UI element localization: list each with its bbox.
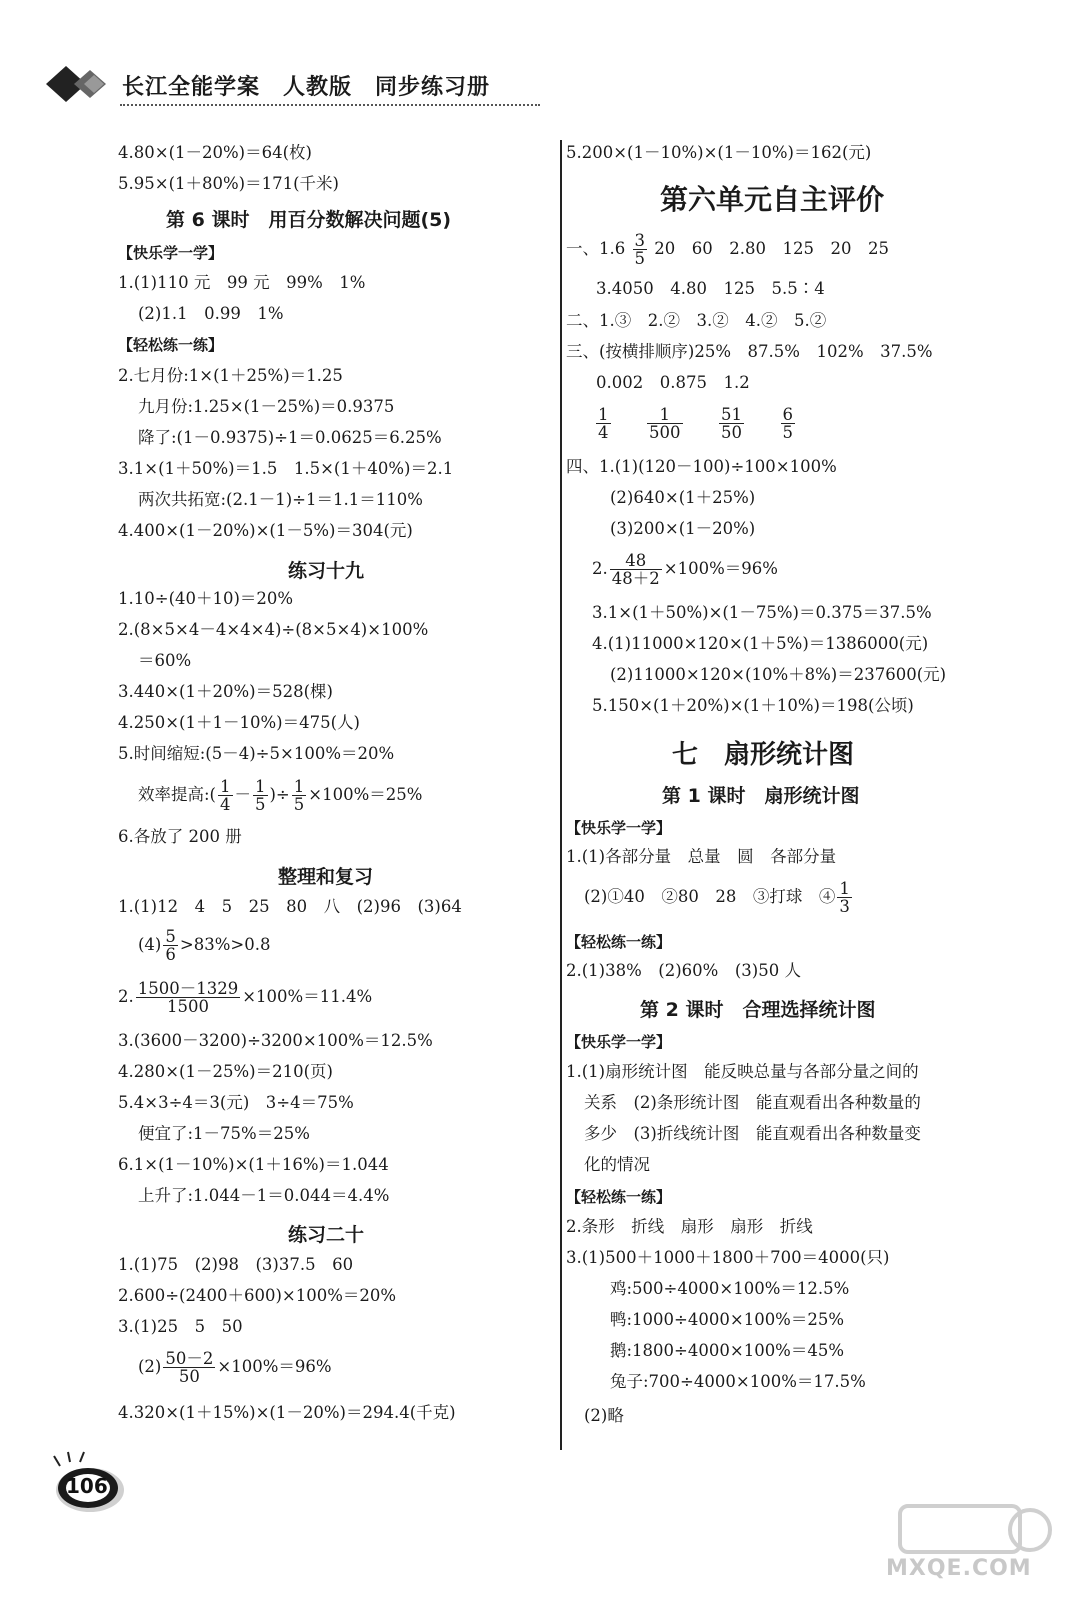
fraction bbox=[163, 1350, 215, 1385]
fraction bbox=[647, 406, 683, 441]
answer-line: 三、(按横排顺序)25% 87.5% 102% 37.5% bbox=[566, 342, 933, 361]
answer-line: 4.250×(1＋1－10%)＝475(人) bbox=[118, 713, 360, 732]
denominator: 48＋2 bbox=[611, 569, 660, 588]
answer-line: (3)200×(1－20%) bbox=[610, 519, 756, 538]
answer-line: 1.(1)75 (2)98 (3)37.5 60 bbox=[118, 1255, 354, 1274]
answer-line: 2.(1)38% (2)60% (3)50 人 bbox=[566, 961, 801, 980]
numerator: 51 bbox=[721, 405, 742, 424]
section-tag: 【快乐学一学】 bbox=[566, 819, 672, 837]
denominator: 50 bbox=[178, 1367, 200, 1386]
numerator: 1 bbox=[647, 406, 683, 424]
page-number: 106 bbox=[66, 1474, 108, 1498]
answer-line: 6.各放了 200 册 bbox=[118, 827, 242, 846]
text: )÷ bbox=[269, 785, 290, 804]
text: 效率提高:( bbox=[138, 785, 216, 804]
denominator: 5 bbox=[255, 795, 266, 814]
answer-line: 化的情况 bbox=[584, 1155, 650, 1174]
numerator: 6 bbox=[782, 405, 793, 424]
answer-line-fraction bbox=[584, 880, 854, 915]
numerator: 3 bbox=[634, 231, 645, 250]
denominator: 6 bbox=[165, 945, 176, 964]
numerator: 1 bbox=[293, 777, 305, 796]
text: 2. bbox=[118, 987, 134, 1006]
answer-line: 2.600÷(2400＋600)×100%＝20% bbox=[118, 1286, 397, 1305]
answer-line-fractions bbox=[594, 406, 797, 441]
answer-line: (2)640×(1＋25%) bbox=[610, 488, 756, 507]
answer-line: (2)略 bbox=[584, 1406, 624, 1425]
section-tag: 【快乐学一学】 bbox=[118, 244, 224, 262]
answer-line: ＝60% bbox=[138, 651, 192, 670]
text: >83%>0.8 bbox=[179, 935, 271, 954]
denominator: 5 bbox=[293, 795, 305, 814]
lesson-heading: 第 1 课时 扇形统计图 bbox=[662, 785, 860, 807]
answer-line: 1.(1)扇形统计图 能反映总量与各部分量之间的 bbox=[566, 1062, 919, 1081]
fraction bbox=[633, 232, 648, 267]
answer-line: 3.1×(1＋50%)×(1－75%)＝0.375＝37.5% bbox=[592, 603, 932, 622]
answer-line: 5.150×(1＋20%)×(1＋10%)＝198(公顷) bbox=[592, 696, 914, 715]
answer-line: 3.(1)500＋1000＋1800＋700＝4000(只) bbox=[566, 1248, 890, 1267]
answer-line: 上升了:1.044－1＝0.044＝4.4% bbox=[138, 1186, 390, 1205]
answer-line: 5.200×(1－10%)×(1－10%)＝162(元) bbox=[566, 143, 872, 162]
answer-line: (2)1.1 0.99 1% bbox=[138, 304, 284, 323]
section-heading: 练习二十 bbox=[288, 1224, 365, 1246]
fraction bbox=[596, 406, 611, 441]
fraction bbox=[610, 552, 662, 587]
answer-line: 鸭:1000÷4000×100%＝25% bbox=[610, 1310, 845, 1329]
numerator: 1 bbox=[839, 879, 850, 898]
answer-line: 鸡:500÷4000×100%＝12.5% bbox=[610, 1279, 850, 1298]
answer-line: 4.280×(1－25%)＝210(页) bbox=[118, 1062, 333, 1081]
answer-line: 关系 (2)条形统计图 能直观看出各种数量的 bbox=[584, 1093, 921, 1112]
answer-line: 5.95×(1＋80%)＝171(千米) bbox=[118, 174, 339, 193]
denominator: 5 bbox=[782, 423, 793, 442]
unit-heading: 第六单元自主评价 bbox=[660, 183, 885, 216]
answer-line: 3.(3600－3200)÷3200×100%＝12.5% bbox=[118, 1031, 433, 1050]
answer-line-fraction bbox=[138, 1350, 332, 1385]
answer-line: 3.1×(1＋50%)＝1.5 1.5×(1＋40%)＝2.1 bbox=[118, 459, 454, 478]
answer-line: 3.(1)25 5 50 bbox=[118, 1317, 243, 1336]
answer-line: 2.七月份:1×(1＋25%)＝1.25 bbox=[118, 366, 343, 385]
fraction bbox=[781, 406, 796, 441]
answer-line: 1.10÷(40＋10)＝20% bbox=[118, 589, 294, 608]
numerator: 1500－1329 bbox=[137, 979, 239, 998]
denominator: 5 bbox=[634, 249, 645, 268]
answer-line: 二、1.③ 2.② 3.② 4.② 5.② bbox=[566, 311, 827, 330]
answer-line: 6.1×(1－10%)×(1＋16%)＝1.044 bbox=[118, 1155, 389, 1174]
fraction bbox=[253, 778, 268, 813]
text: 20 60 2.80 125 20 25 bbox=[654, 239, 889, 258]
answer-line: 0.002 0.875 1.2 bbox=[596, 373, 750, 392]
text: ×100%＝96% bbox=[217, 1357, 332, 1376]
answer-line: 九月份:1.25×(1－25%)＝0.9375 bbox=[138, 397, 395, 416]
answer-line: 鹅:1800÷4000×100%＝45% bbox=[610, 1341, 845, 1360]
chapter-heading: 七 扇形统计图 bbox=[672, 740, 855, 770]
numerator: 5 bbox=[165, 927, 176, 946]
answer-line-fraction bbox=[138, 928, 270, 963]
answer-line: 4.80×(1－20%)＝64(枚) bbox=[118, 143, 312, 162]
answer-line-fraction bbox=[592, 552, 778, 587]
section-tag: 【轻松练一练】 bbox=[118, 336, 224, 354]
answer-line: 2.条形 折线 扇形 扇形 折线 bbox=[566, 1217, 813, 1236]
denominator: 50 bbox=[721, 423, 742, 442]
answer-line-fraction bbox=[566, 232, 889, 267]
numerator: 48 bbox=[610, 552, 662, 570]
answer-line-fraction bbox=[138, 778, 422, 813]
text: (2)①40 ②80 28 ③打球 ④ bbox=[584, 887, 836, 906]
answer-line: (2)11000×120×(10%＋8%)＝237600(元) bbox=[610, 665, 947, 684]
denominator: 4 bbox=[220, 795, 231, 814]
answer-line: 3.440×(1＋20%)＝528(棵) bbox=[118, 682, 333, 701]
fraction bbox=[218, 778, 233, 813]
answer-line: 4.(1)11000×120×(1＋5%)＝1386000(元) bbox=[592, 634, 929, 653]
section-tag: 【轻松练一练】 bbox=[566, 1188, 672, 1206]
fraction bbox=[719, 406, 744, 441]
answer-line: 1.(1)12 4 5 25 80 八 (2)96 (3)64 bbox=[118, 897, 462, 916]
section-tag: 【快乐学一学】 bbox=[566, 1033, 672, 1051]
answer-line: 5.时间缩短:(5－4)÷5×100%＝20% bbox=[118, 744, 395, 763]
denominator: 500 bbox=[649, 423, 681, 442]
text: (4) bbox=[138, 935, 162, 954]
text: － bbox=[234, 785, 251, 804]
answer-line-fraction bbox=[118, 980, 372, 1015]
text: 一、1.6 bbox=[566, 239, 626, 258]
answer-line: 1.(1)各部分量 总量 圆 各部分量 bbox=[566, 847, 837, 866]
answer-line: 3.4050 4.80 125 5.5∶4 bbox=[596, 279, 825, 298]
book-title: 长江全能学案 人教版 同步练习册 bbox=[122, 75, 491, 100]
fraction bbox=[837, 880, 852, 915]
section-tag: 【轻松练一练】 bbox=[566, 933, 672, 951]
answer-line: 4.400×(1－20%)×(1－5%)＝304(元) bbox=[118, 521, 413, 540]
answer-line: 2.(8×5×4－4×4×4)÷(8×5×4)×100% bbox=[118, 620, 429, 639]
answer-line: 1.(1)110 元 99 元 99% 1% bbox=[118, 273, 366, 292]
text: (2) bbox=[138, 1357, 162, 1376]
numerator: 50－2 bbox=[165, 1349, 214, 1368]
section-heading: 整理和复习 bbox=[278, 866, 374, 888]
answer-line: 四、1.(1)(120－100)÷100×100% bbox=[566, 457, 837, 476]
watermark-text: MXQE.COM bbox=[886, 1556, 1032, 1581]
diamond-logo-icon bbox=[44, 64, 110, 104]
numerator: 1 bbox=[598, 405, 609, 424]
answer-line: 5.4×3÷4＝3(元) 3÷4＝75% bbox=[118, 1093, 354, 1112]
answer-line: 两次共拓宽:(2.1－1)÷1＝1.1＝110% bbox=[138, 490, 423, 509]
answer-line: 4.320×(1＋15%)×(1－20%)＝294.4(千克) bbox=[118, 1403, 456, 1422]
fraction bbox=[163, 928, 178, 963]
text: ×100%＝25% bbox=[308, 785, 423, 804]
fraction bbox=[292, 778, 307, 813]
fraction bbox=[136, 980, 240, 1015]
answer-line: 降了:(1－0.9375)÷1＝0.0625＝6.25% bbox=[138, 428, 442, 447]
numerator: 1 bbox=[220, 777, 231, 796]
answer-line: 兔子:700÷4000×100%＝17.5% bbox=[610, 1372, 866, 1391]
answer-line: 多少 (3)折线统计图 能直观看出各种数量变 bbox=[584, 1124, 921, 1143]
lesson-heading: 第 6 课时 用百分数解决问题(5) bbox=[166, 209, 452, 231]
page-header bbox=[40, 62, 500, 110]
answer-line: 便宜了:1－75%＝25% bbox=[138, 1124, 310, 1143]
denominator: 4 bbox=[598, 423, 609, 442]
denominator: 1500 bbox=[166, 997, 209, 1016]
denominator: 3 bbox=[839, 897, 850, 916]
text: ×100%＝96% bbox=[663, 559, 778, 578]
text: ×100%＝11.4% bbox=[242, 987, 373, 1006]
column-divider bbox=[560, 140, 562, 1450]
text: 2. bbox=[592, 559, 608, 578]
section-heading: 练习十九 bbox=[288, 560, 365, 582]
lesson-heading: 第 2 课时 合理选择统计图 bbox=[640, 999, 876, 1021]
header-rule bbox=[120, 104, 540, 106]
numerator: 1 bbox=[255, 777, 266, 796]
